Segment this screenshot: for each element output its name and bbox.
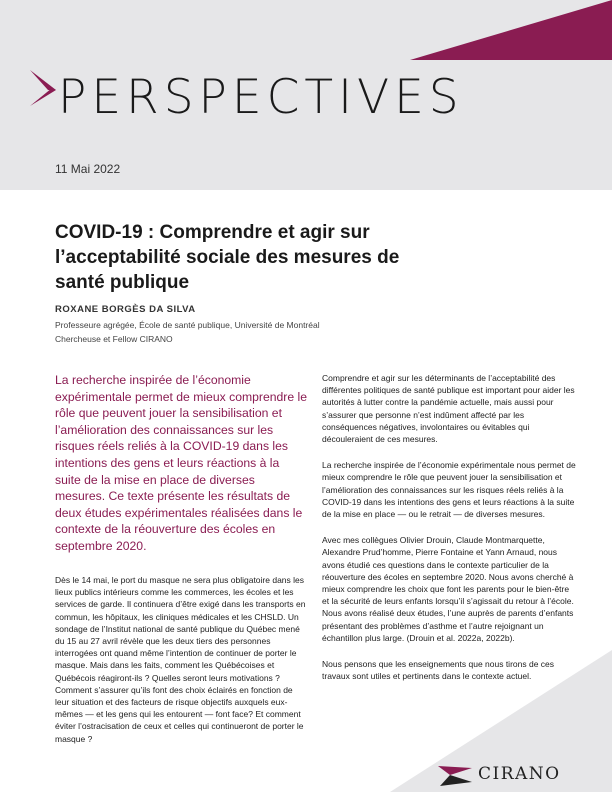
body-right-paragraph-2: La recherche inspirée de l’économie expérimentale nous permet de mieux comprendre le rôle que peuvent jouer la sensibilisation et l’amélioration des connaissances sur les risques réels reliés à la COVID-19 dans les intentions des gens et leurs réactions à la suite de la mise en place — ou le retrait — de diverses mesures.	[322, 460, 576, 520]
body-left-paragraph: Dès le 14 mai, le port du masque ne sera plus obligatoire dans les lieux publics intérieurs comme les commerces, les écoles et les services de garde. Il continuera d’être exigé dans les transports en commun, les hôpitaux, les cliniques médicales et les CHSLD. Un sondage de l’Institut national de santé publique du Québec mené du 15 au 27 avril révèle que les deux tiers des personnes interrogées ont quand même l’intention de continuer de porter le masque. Mais dans les faits, comment les Québécoises et Québécois réagiront-ils ? Quelles seront leurs motivations ? Comment s’assurer qu’ils font des choix éclairés en fonction de leur situation et des facteurs de risque objectifs auxquels eux-mêmes — et les gens qui les entourent — font face? Et comment éviter l’ostracisation de ceux et celles qui continueront de porter le masque ?	[55, 575, 306, 744]
author-affiliation-2: Chercheuse et Fellow CIRANO	[55, 334, 173, 344]
author-name: ROXANE BORGÈS DA SILVA	[55, 304, 196, 315]
publication-date: 11 Mai 2022	[55, 162, 121, 176]
body-right-paragraph-1: Comprendre et agir sur les déterminants de l’acceptabilité des différentes politiques de santé publique est important pour aider les autorités à lutter contre la pandémie actuelle, mais aussi pour s’assurer que personne n’est indûment affecté par les conséquences négatives, involontaires ou évitables qui découleraient de ces mesures.	[322, 373, 575, 445]
article-title: COVID-19 : Comprendre et agir sur l’acceptabilité sociale des mesures de santé publique	[55, 222, 400, 293]
body-right-paragraph-3: Avec mes collègues Olivier Drouin, Claude Montmarquette, Alexandre Prud’homme, Pierre Fontaine et Yann Arnaud, nous avons étudié ces questions dans le contexte particulier de la réouverture des écoles en septembre 2020. Nous avons cherché à mieux comprendre les choix que font les parents pour le bien-être et la sécurité de leurs enfants lorsqu’il s’agissait du retour à l’école. Nous avons réalisé deux études, l’une auprès de parents d’enfants présentant des problèmes d’asthme et l’autre rejoignant un échantillon plus large. (Drouin et al. 2022a, 2022b).	[322, 535, 574, 643]
body-right-paragraph-4: Nous pensons que les enseignements que nous tirons de ces travaux sont utiles et pertinents dans le contexte actuel.	[322, 659, 555, 682]
brand-title: PERSPECTIVES	[58, 70, 464, 125]
cirano-logo-text: CIRANO	[478, 764, 561, 784]
author-affiliation-1: Professeure agrégée, École de santé publique, Université de Montréal	[55, 320, 320, 330]
cirano-logo-icon	[436, 762, 476, 788]
article-intro: La recherche inspirée de l’économie expérimentale permet de mieux comprendre le rôle que peuvent jouer la sensibilisation et l’amélioration des connaissances sur les risques réels reliés à la COVID-19 dans les intentions des gens et leurs réactions à la suite de la mise en place de diverses mesures. Ce texte présente les résultats de deux études expérimentales réalisées dans le contexte de la réouverture des écoles en septembre 2020.	[55, 373, 307, 553]
